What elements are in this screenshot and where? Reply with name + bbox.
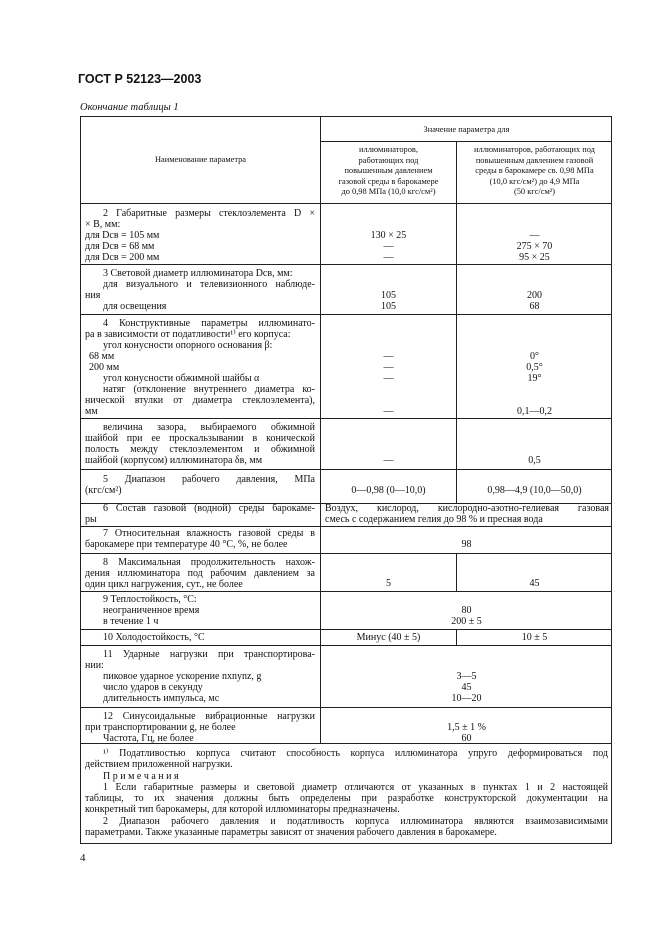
row-4-name: 4 Конструктивные параметры иллюминато- ра в зависимости от податливости¹⁾ его корпуса: угол конусности опорного основания β: 68 мм 200 мм угол конусности обжимной шайбы α натяг (отклонение внутреннего диаметра ко- нической втулки от диаметра стеклоэлемента), мм [85, 318, 315, 417]
row-3-col-b: 200 68 [527, 290, 542, 312]
row-line [81, 553, 612, 554]
row-10-name: 10 Холодостойкость, °С [103, 632, 205, 643]
row-8-name: 8 Максимальная продолжительность нахож- дения иллюминатора под рабочим давлением за один цикл нагружения, сут., не более [85, 557, 315, 590]
row-6-value: Воздух, кислород, кислородно-азотно-гелиевая газовая смесь с содержанием гелия до 98 % и пресная вода [325, 503, 609, 525]
table-notes: ¹⁾ Податливостью корпуса считают способность корпуса иллюминатора упруго деформироваться под действием приложенной нагрузки. П р и м е ч а н и я 1 Если габаритные размеры и световой диаметр отличаются от указанных в пунктах 1 и 2 настоящей таблицы, то их значения должны быть определены при разработке конструкторской документации на конкретный тип барокамеры, для которой иллюминаторы предназначены. 2 Диапазон рабочего давления и податливость корпуса иллюминатора являются взаимозависимыми параметрами. Также указанные параметры зависят от значения рабочего давления в барокамере. [85, 748, 608, 839]
header-col-a: иллюминаторов, работающих под повышенным давлением газовой среды в барокамере до 0,98 МПа (10,0 кгс/см²) [338, 145, 439, 197]
row-8-col-a: 5 [386, 578, 391, 589]
col-divider-name [320, 117, 321, 743]
row-line [81, 314, 612, 315]
row-7-name: 7 Относительная влажность газовой среды в барокамере при температуре 40 °С, %, не более [85, 528, 315, 550]
header-col-b: иллюминаторов, работающих под повышенным давлением газовой среды в барокамере св. 0,98 МПа (10,0 кгс/см²) до 4,9 МПа (50 кгс/см²) [474, 145, 595, 197]
table-caption: Окончание таблицы 1 [80, 102, 179, 113]
row-4b-col-b: 0,5 [528, 455, 541, 466]
row-line [81, 629, 612, 630]
row-4b-col-a: — [383, 455, 394, 466]
header-value: Значение параметра для [423, 125, 510, 134]
row-5-col-b: 0,98—4,9 (10,0—50,0) [487, 485, 582, 496]
row-5-col-a: 0—0,98 (0—10,0) [351, 485, 426, 496]
row-4-col-b-tension: 0,1—0,2 [517, 406, 552, 417]
row-8-col-b: 45 [529, 578, 540, 589]
row-4b-name: величина зазора, выбираемого обжимной шайбой при ее проскальзывании в конической полость между стеклоэлементом и обжимной шайбой (корпусом) иллюминатора δв, мм [85, 422, 315, 466]
row-7-value: 98 [461, 539, 472, 550]
row-12-value: 1,5 ± 1 % 60 [447, 722, 486, 744]
row-line [81, 707, 612, 708]
row-3-name: 3 Световой диаметр иллюминатора Dсв, мм: для визуального и телевизионного наблюде- ния для освещения [85, 268, 315, 312]
table-frame [80, 116, 612, 844]
row-line [81, 591, 612, 592]
header-name: Наименование параметра [154, 155, 247, 164]
row-line [320, 141, 612, 142]
row-line [81, 526, 612, 527]
row-4-col-a: — — — [383, 351, 394, 384]
row-4-col-a-tension: — [383, 406, 394, 417]
row-12-name: 12 Синусоидальные вибрационные нагрузки при транспортировании g, не более Частота, Гц, не более [85, 711, 315, 744]
row-2-name: 2 Габаритные размеры стеклоэлемента D × × B, мм: для Dсв = 105 мм для Dсв = 68 мм для Dсв = 200 мм [85, 208, 315, 263]
row-10-col-a: Минус (40 ± 5) [356, 632, 421, 643]
row-9-value: 80 200 ± 5 [451, 605, 482, 627]
row-5-name: 5 Диапазон рабочего давления, МПа (кгс/см²) [85, 474, 315, 496]
row-6-name: 6 Состав газовой (водной) среды барокаме- ры [85, 503, 315, 525]
row-3-col-a: 105 105 [381, 290, 396, 312]
row-11-name: 11 Ударные нагрузки при транспортирова- нии: пиковое ударное ускорение nxnynz, g число ударов в секунду длительность импульса, мс [85, 649, 315, 704]
row-line [81, 418, 612, 419]
row-11-value: 3—5 45 10—20 [451, 671, 482, 704]
row-2-col-b: — 275 × 70 95 × 25 [516, 230, 553, 263]
row-line [81, 203, 612, 204]
row-9-name: 9 Теплостойкость, °С: неограниченное время в течение 1 ч [103, 594, 200, 627]
row-line [81, 264, 612, 265]
page-number: 4 [80, 852, 86, 864]
row-line [81, 645, 612, 646]
row-4-col-b: 0° 0,5° 19° [526, 351, 543, 384]
row-2-col-a: 130 × 25 — — [370, 230, 407, 263]
row-line [81, 469, 612, 470]
document-number: ГОСТ Р 52123—2003 [78, 72, 202, 86]
row-10-col-b: 10 ± 5 [521, 632, 548, 643]
